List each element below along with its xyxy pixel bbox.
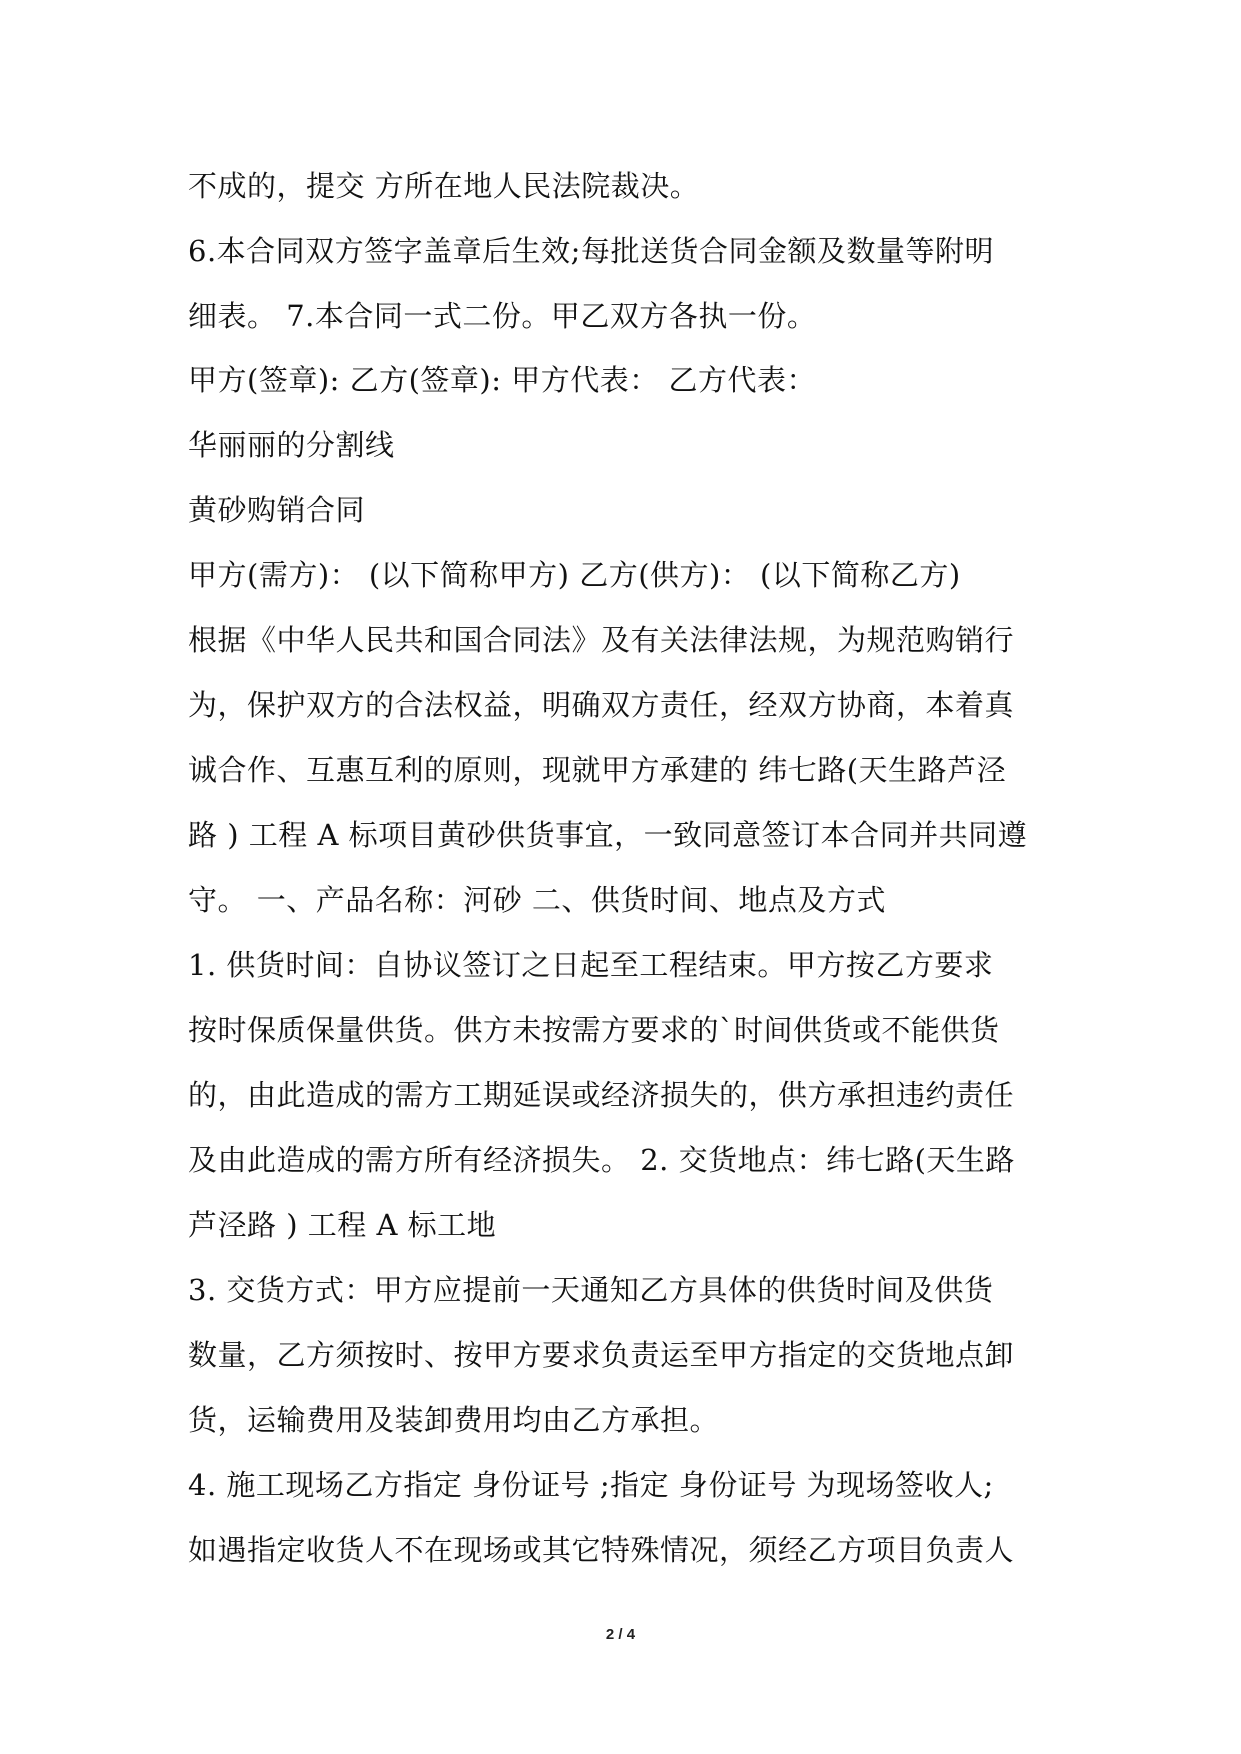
text-line: 数量，乙方须按时、按甲方要求负责运至甲方指定的交货地点卸 <box>188 1338 1015 1372</box>
page-number: 2 / 4 <box>605 1626 636 1643</box>
text-line: 及由此造成的需方所有经济损失。 2. 交货地点：纬七路(天生路 <box>188 1143 1015 1177</box>
text-line: 3. 交货方式：甲方应提前一天通知乙方具体的供货时间及供货 <box>188 1273 994 1307</box>
text-line: 4. 施工现场乙方指定 身份证号 ;指定 身份证号 为现场签收人; <box>188 1468 994 1502</box>
text-line: 路 ) 工程 A 标项目黄砂供货事宜，一致同意签订本合同并共同遵 <box>188 818 1028 852</box>
text-line: 1. 供货时间：自协议签订之日起至工程结束。甲方按乙方要求 <box>188 948 994 982</box>
text-line: 细表。 7.本合同一式二份。甲乙双方各执一份。 <box>188 299 817 333</box>
text-line: 甲方(需方)： (以下简称甲方) 乙方(供方)： (以下简称乙方) <box>188 558 961 592</box>
text-line: 不成的，提交 方所在地人民法院裁决。 <box>188 169 700 203</box>
text-line: 货，运输费用及装卸费用均由乙方承担。 <box>188 1403 720 1437</box>
text-line: 守。 一、产品名称：河砂 二、供货时间、地点及方式 <box>188 883 886 917</box>
text-line: 如遇指定收货人不在现场或其它特殊情况，须经乙方项目负责人 <box>188 1533 1015 1567</box>
text-line: 芦泾路 ) 工程 A 标工地 <box>188 1208 497 1242</box>
text-line: 为，保护双方的合法权益，明确双方责任，经双方协商，本着真 <box>188 688 1015 722</box>
text-line: 按时保质保量供货。供方未按需方要求的`时间供货或不能供货 <box>188 1013 1000 1047</box>
text-line: 根据《中华人民共和国合同法》及有关法律法规，为规范购销行 <box>188 623 1015 657</box>
divider-caption: 华丽丽的分割线 <box>188 428 395 462</box>
text-line: 甲方(签章): 乙方(签章): 甲方代表： 乙方代表： <box>188 363 816 397</box>
text-line: 6.本合同双方签字盖章后生效;每批送货合同金额及数量等附明 <box>188 234 994 268</box>
text-line: 的，由此造成的需方工期延误或经济损失的，供方承担违约责任 <box>188 1078 1015 1112</box>
contract-title: 黄砂购销合同 <box>188 493 366 527</box>
text-line: 诚合作、互惠互利的原则，现就甲方承建的 纬七路(天生路芦泾 <box>188 753 1007 787</box>
